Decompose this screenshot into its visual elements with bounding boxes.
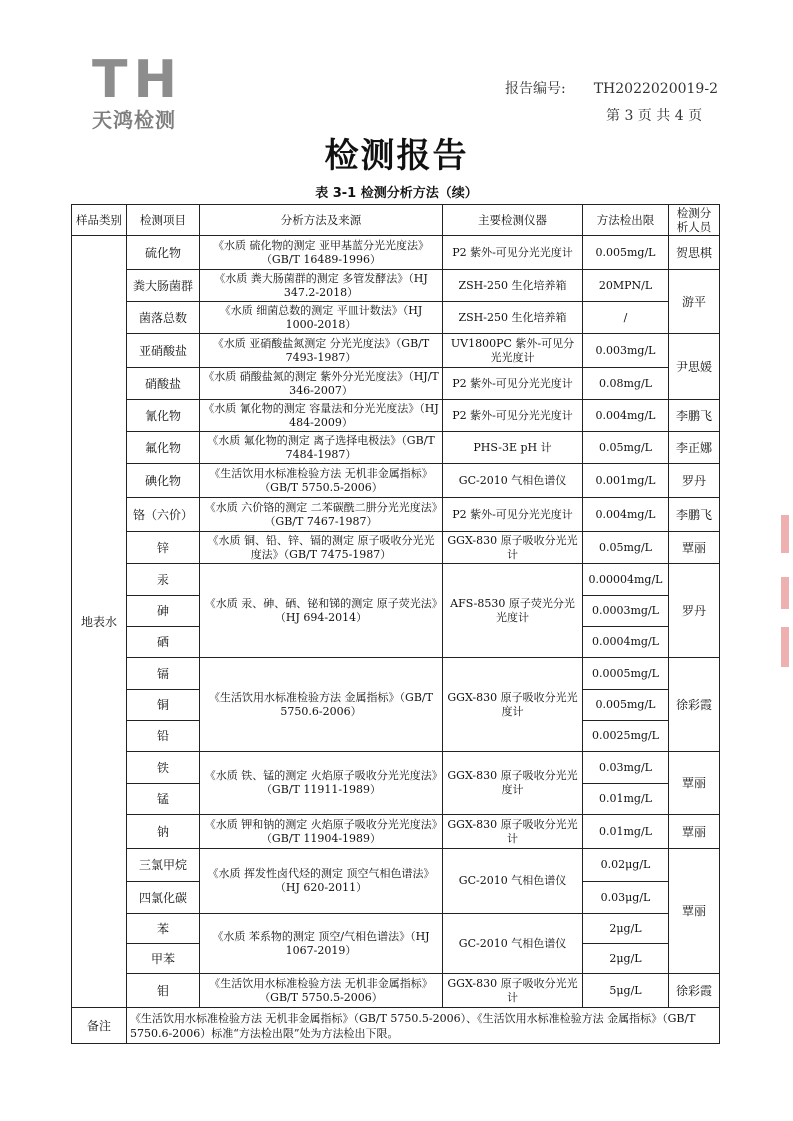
instrument-cell: GGX-830 原子吸收分光光计 xyxy=(443,532,583,564)
limit-cell: 0.08mg/L xyxy=(583,368,669,400)
test-item: 铬（六价） xyxy=(127,498,200,532)
remark-text: 《生活饮用水标准检验方法 无机非金属指标》（GB/T 5750.5-2006）、《生活饮用水标准检验方法 金属指标》（GB/T 5750.6-2006）标准“方法检出限”处为方法检出下限。 xyxy=(127,1008,720,1044)
instrument-cell: GC-2010 气相色谱仪 xyxy=(443,464,583,498)
seal-stamp-edge xyxy=(781,515,791,695)
method-cell: 《水质 挥发性卤代烃的测定 顶空气相色谱法》（HJ 620-2011） xyxy=(200,849,443,914)
instrument-cell: P2 紫外-可见分光光度计 xyxy=(443,498,583,532)
limit-cell: 0.02μg/L xyxy=(583,849,669,882)
limit-cell: 0.0003mg/L xyxy=(583,596,669,627)
test-item: 菌落总数 xyxy=(127,302,200,334)
method-cell: 《水质 粪大肠菌群的测定 多管发酵法》（HJ 347.2-2018） xyxy=(200,270,443,302)
table-row xyxy=(72,974,720,1008)
test-item: 砷 xyxy=(127,596,200,627)
table-row xyxy=(72,302,720,334)
analyst-cell: 李鹏飞 xyxy=(669,498,720,532)
table-row xyxy=(72,564,720,596)
instrument-cell: GGX-830 原子吸收分光光计 xyxy=(443,815,583,849)
test-item: 甲苯 xyxy=(127,944,200,974)
analyst-cell: 李正娜 xyxy=(669,432,720,464)
test-item: 氟化物 xyxy=(127,432,200,464)
limit-cell: 0.0004mg/L xyxy=(583,627,669,658)
test-item: 铁 xyxy=(127,752,200,784)
report-number xyxy=(505,78,718,98)
test-item: 粪大肠菌群 xyxy=(127,270,200,302)
table-row xyxy=(72,498,720,532)
page-info: 第 3 页 共 4 页 xyxy=(606,108,703,124)
limit-cell: 0.00004mg/L xyxy=(583,564,669,596)
table-row xyxy=(72,815,720,849)
instrument-cell: P2 紫外-可见分光光度计 xyxy=(443,368,583,400)
col-header-method: 分析方法及来源 xyxy=(200,205,443,236)
method-cell: 《水质 氰化物的测定 容量法和分光光度法》（HJ 484-2009） xyxy=(200,400,443,432)
table-header-row xyxy=(72,205,720,236)
method-cell: 《水质 苯系物的测定 顶空/气相色谱法》（HJ 1067-2019） xyxy=(200,914,443,974)
instrument-cell: GC-2010 气相色谱仪 xyxy=(443,914,583,974)
instrument-cell: ZSH-250 生化培养箱 xyxy=(443,270,583,302)
methods-table xyxy=(71,204,720,1044)
test-item: 碘化物 xyxy=(127,464,200,498)
limit-cell: 0.001mg/L xyxy=(583,464,669,498)
method-cell: 《水质 亚硝酸盐氮测定 分光光度法》（GB/T 7493-1987） xyxy=(200,334,443,368)
logo-letters: TH xyxy=(92,50,183,110)
company-logo xyxy=(92,50,212,133)
table-row xyxy=(72,752,720,784)
col-header-person: 检测分析人员 xyxy=(669,205,720,236)
limit-cell: 0.004mg/L xyxy=(583,498,669,532)
limit-cell: 0.004mg/L xyxy=(583,400,669,432)
table-row xyxy=(72,368,720,400)
document-title: 检测报告 xyxy=(324,136,469,176)
table-row xyxy=(72,464,720,498)
limit-cell: 2μg/L xyxy=(583,944,669,974)
limit-cell: 0.03μg/L xyxy=(583,882,669,914)
remark-row xyxy=(72,1008,720,1044)
remark-label: 备注 xyxy=(72,1008,127,1044)
limit-cell: 0.0025mg/L xyxy=(583,721,669,752)
test-item: 铅 xyxy=(127,721,200,752)
analyst-cell: 李鹏飞 xyxy=(669,400,720,432)
test-item: 汞 xyxy=(127,564,200,596)
table-row xyxy=(72,270,720,302)
instrument-cell: UV1800PC 紫外-可见分光光度计 xyxy=(443,334,583,368)
instrument-cell: ZSH-250 生化培养箱 xyxy=(443,302,583,334)
test-item: 锌 xyxy=(127,532,200,564)
table-caption: 表 3-1 检测分析方法（续） xyxy=(315,186,478,201)
test-item: 硝酸盐 xyxy=(127,368,200,400)
limit-cell: 0.05mg/L xyxy=(583,532,669,564)
test-item: 四氯化碳 xyxy=(127,882,200,914)
limit-cell: 0.005mg/L xyxy=(583,236,669,270)
instrument-cell: GGX-830 原子吸收分光光计 xyxy=(443,974,583,1008)
report-number-label: 报告编号: xyxy=(505,81,566,97)
logo-company-name: 天鸿检测 xyxy=(92,108,176,132)
analyst-cell: 覃丽 xyxy=(669,752,720,815)
table-row xyxy=(72,849,720,882)
table-row xyxy=(72,400,720,432)
table-row xyxy=(72,532,720,564)
instrument-cell: GGX-830 原子吸收分光光度计 xyxy=(443,658,583,752)
method-cell: 《水质 钾和钠的测定 火焰原子吸收分光光度法》（GB/T 11904-1989） xyxy=(200,815,443,849)
instrument-cell: GC-2010 气相色谱仪 xyxy=(443,849,583,914)
method-cell: 《水质 硫化物的测定 亚甲基蓝分光光度法》（GB/T 16489-1996） xyxy=(200,236,443,270)
test-item: 钠 xyxy=(127,815,200,849)
col-header-limit: 方法检出限 xyxy=(583,205,669,236)
method-cell: 《水质 铁、锰的测定 火焰原子吸收分光光度法》（GB/T 11911-1989） xyxy=(200,752,443,815)
method-cell: 《生活饮用水标准检验方法 无机非金属指标》（GB/T 5750.5-2006） xyxy=(200,464,443,498)
limit-cell: 20MPN/L xyxy=(583,270,669,302)
instrument-cell: P2 紫外-可见分光光度计 xyxy=(443,236,583,270)
analyst-cell: 罗丹 xyxy=(669,564,720,658)
method-cell: 《水质 细菌总数的测定 平皿计数法》（HJ 1000-2018） xyxy=(200,302,443,334)
method-cell: 《生活饮用水标准检验方法 金属指标》（GB/T 5750.6-2006） xyxy=(200,658,443,752)
table-row xyxy=(72,658,720,690)
analyst-cell: 覃丽 xyxy=(669,849,720,974)
limit-cell: / xyxy=(583,302,669,334)
table-row xyxy=(72,914,720,944)
limit-cell: 0.05mg/L xyxy=(583,432,669,464)
limit-cell: 0.03mg/L xyxy=(583,752,669,784)
table-row xyxy=(72,334,720,368)
method-cell: 《水质 汞、砷、硒、铋和锑的测定 原子荧光法》（HJ 694-2014） xyxy=(200,564,443,658)
method-cell: 《水质 氟化物的测定 离子选择电极法》（GB/T 7484-1987） xyxy=(200,432,443,464)
test-item: 苯 xyxy=(127,914,200,944)
analyst-cell: 徐彩霞 xyxy=(669,658,720,752)
analyst-cell: 贺思棋 xyxy=(669,236,720,270)
test-item: 硫化物 xyxy=(127,236,200,270)
test-item: 亚硝酸盐 xyxy=(127,334,200,368)
test-item: 三氯甲烷 xyxy=(127,849,200,882)
instrument-cell: PHS-3E pH 计 xyxy=(443,432,583,464)
analyst-cell: 游平 xyxy=(669,270,720,334)
analyst-cell: 罗丹 xyxy=(669,464,720,498)
analyst-cell: 尹思媛 xyxy=(669,334,720,400)
test-item: 钼 xyxy=(127,974,200,1008)
limit-cell: 0.0005mg/L xyxy=(583,658,669,690)
method-cell: 《生活饮用水标准检验方法 无机非金属指标》（GB/T 5750.5-2006） xyxy=(200,974,443,1008)
limit-cell: 0.005mg/L xyxy=(583,690,669,721)
limit-cell: 5μg/L xyxy=(583,974,669,1008)
test-item: 镉 xyxy=(127,658,200,690)
test-item: 硒 xyxy=(127,627,200,658)
limit-cell: 0.01mg/L xyxy=(583,815,669,849)
col-header-instrument: 主要检测仪器 xyxy=(443,205,583,236)
method-cell: 《水质 硝酸盐氮的测定 紫外分光光度法》（HJ/T 346-2007） xyxy=(200,368,443,400)
limit-cell: 0.01mg/L xyxy=(583,784,669,815)
report-number-value: TH2022020019-2 xyxy=(593,81,718,97)
limit-cell: 2μg/L xyxy=(583,914,669,944)
instrument-cell: P2 紫外-可见分光光度计 xyxy=(443,400,583,432)
method-cell: 《水质 铜、铅、锌、镉的测定 原子吸收分光光度法》（GB/T 7475-1987） xyxy=(200,532,443,564)
table-row xyxy=(72,432,720,464)
instrument-cell: AFS-8530 原子荧光分光光度计 xyxy=(443,564,583,658)
instrument-cell: GGX-830 原子吸收分光光度计 xyxy=(443,752,583,815)
col-header-category: 样品类别 xyxy=(72,205,127,236)
method-cell: 《水质 六价铬的测定 二苯碳酰二肼分光光度法》（GB/T 7467-1987） xyxy=(200,498,443,532)
table-row xyxy=(72,236,720,270)
analyst-cell: 覃丽 xyxy=(669,815,720,849)
analyst-cell: 徐彩霞 xyxy=(669,974,720,1008)
analyst-cell: 覃丽 xyxy=(669,532,720,564)
test-item: 铜 xyxy=(127,690,200,721)
col-header-item: 检测项目 xyxy=(127,205,200,236)
test-item: 氰化物 xyxy=(127,400,200,432)
limit-cell: 0.003mg/L xyxy=(583,334,669,368)
test-item: 锰 xyxy=(127,784,200,815)
sample-category: 地表水 xyxy=(72,236,127,1008)
